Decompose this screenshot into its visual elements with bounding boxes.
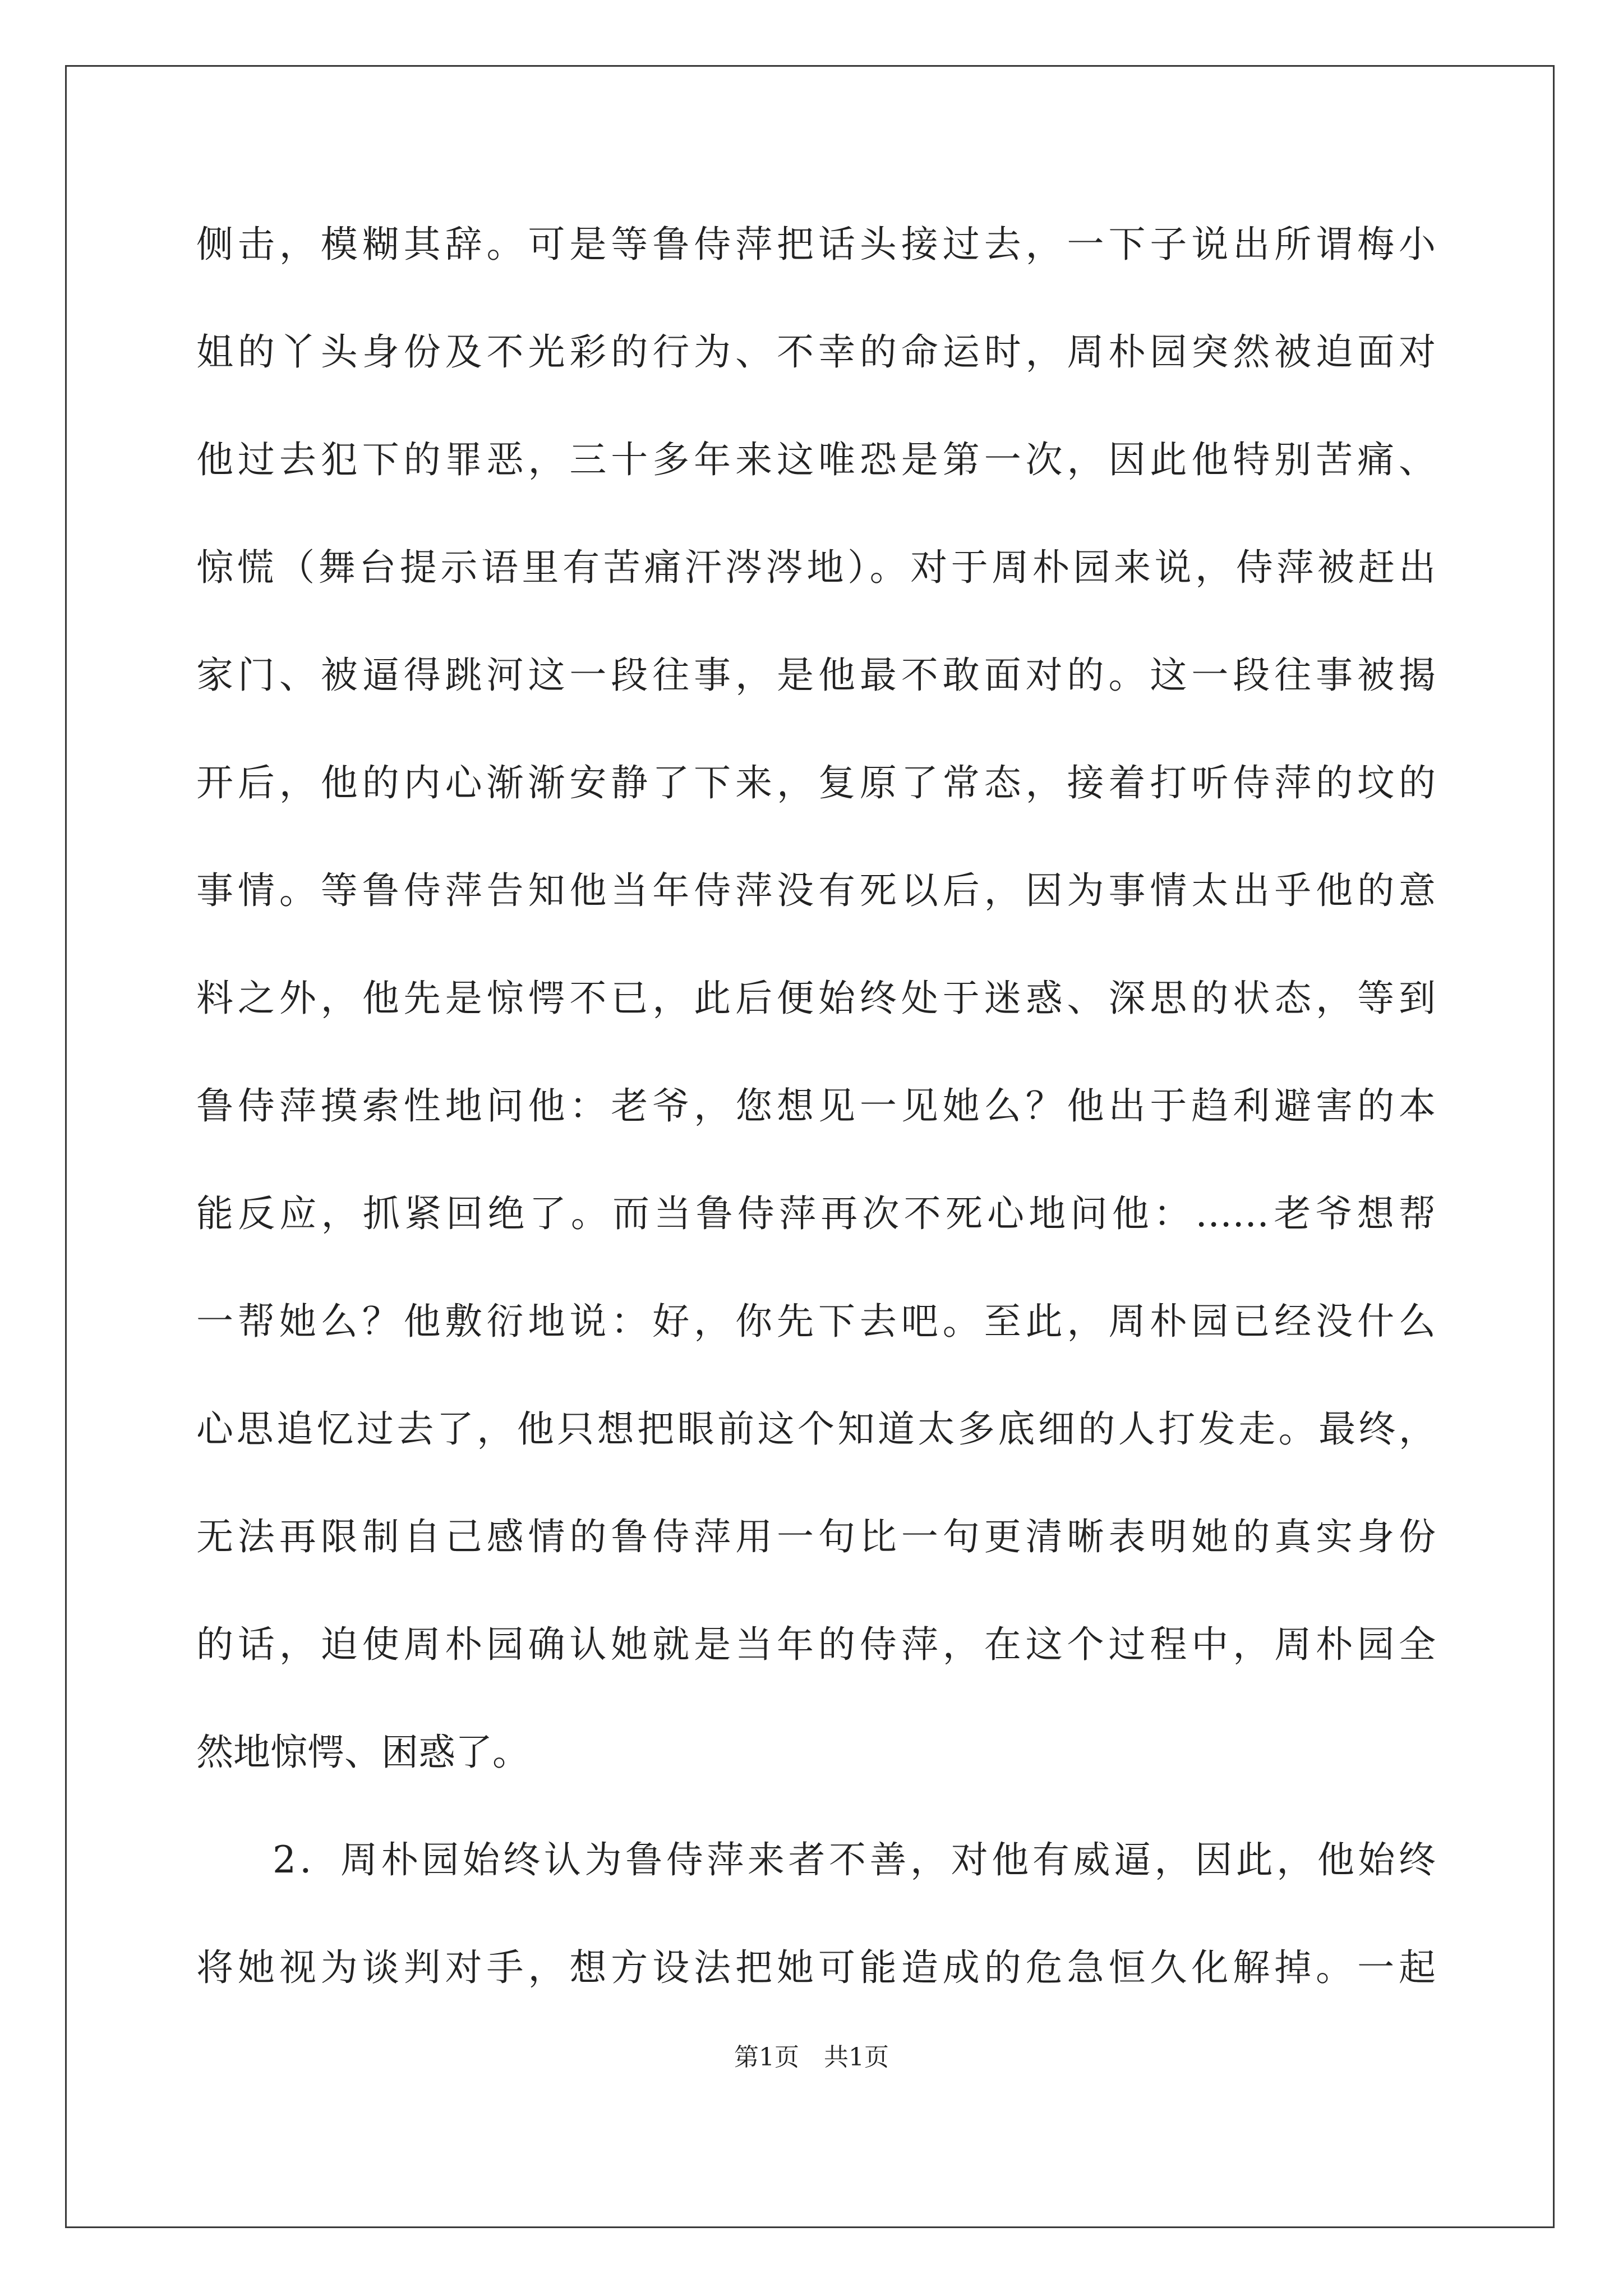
page-total: 共1页 — [824, 2043, 889, 2072]
text-line: 惊慌（舞台提示语里有苦痛汗涔涔地）。对于周朴园来说，侍萍被赶出 — [196, 546, 1436, 589]
paragraph-start-line: 2．周朴园始终认为鲁侍萍来者不善，对他有威逼，因此，他始终 — [273, 1838, 1436, 1881]
text-line: 的话，迫使周朴园确认她就是当年的侍萍，在这个过程中，周朴园全 — [196, 1623, 1436, 1666]
text-line: 事情。等鲁侍萍告知他当年侍萍没有死以后，因为事情太出乎他的意 — [196, 869, 1436, 912]
text-line: 开后，他的内心渐渐安静了下来，复原了常态，接着打听侍萍的坟的 — [196, 761, 1436, 804]
text-line: 能反应，抓紧回绝了。而当鲁侍萍再次不死心地问他：……老爷想帮 — [196, 1192, 1436, 1235]
page-number: 第1页 — [734, 2043, 799, 2072]
text-line: 姐的丫头身份及不光彩的行为、不幸的命运时，周朴园突然被迫面对 — [196, 330, 1436, 374]
text-line: 将她视为谈判对手，想方设法把她可能造成的危急恒久化解掉。一起 — [196, 1946, 1436, 1989]
text-line: 鲁侍萍摸索性地问他：老爷，您想见一见她么？他出于趋利避害的本 — [196, 1084, 1436, 1128]
text-line: 料之外，他先是惊愕不已，此后便始终处于迷惑、深思的状态，等到 — [196, 977, 1436, 1020]
paragraph-end-line: 然地惊愕、困惑了。 — [196, 1731, 529, 1774]
text-line: 他过去犯下的罪恶，三十多年来这唯恐是第一次，因此他特别苦痛、 — [196, 438, 1436, 481]
page-footer — [0, 2041, 1623, 2074]
text-line: 无法再限制自己感情的鲁侍萍用一句比一句更清晰表明她的真实身份 — [196, 1515, 1436, 1558]
text-line: 侧击，模糊其辞。可是等鲁侍萍把话头接过去，一下子说出所谓梅小 — [196, 223, 1436, 266]
text-line: 心思追忆过去了，他只想把眼前这个知道太多底细的人打发走。最终， — [196, 1407, 1436, 1451]
text-line: 一帮她么？他敷衍地说：好，你先下去吧。至此，周朴园已经没什么 — [196, 1300, 1436, 1343]
text-line: 家门、被逼得跳河这一段往事，是他最不敢面对的。这一段往事被揭 — [196, 654, 1436, 697]
document-body — [196, 209, 1436, 2040]
